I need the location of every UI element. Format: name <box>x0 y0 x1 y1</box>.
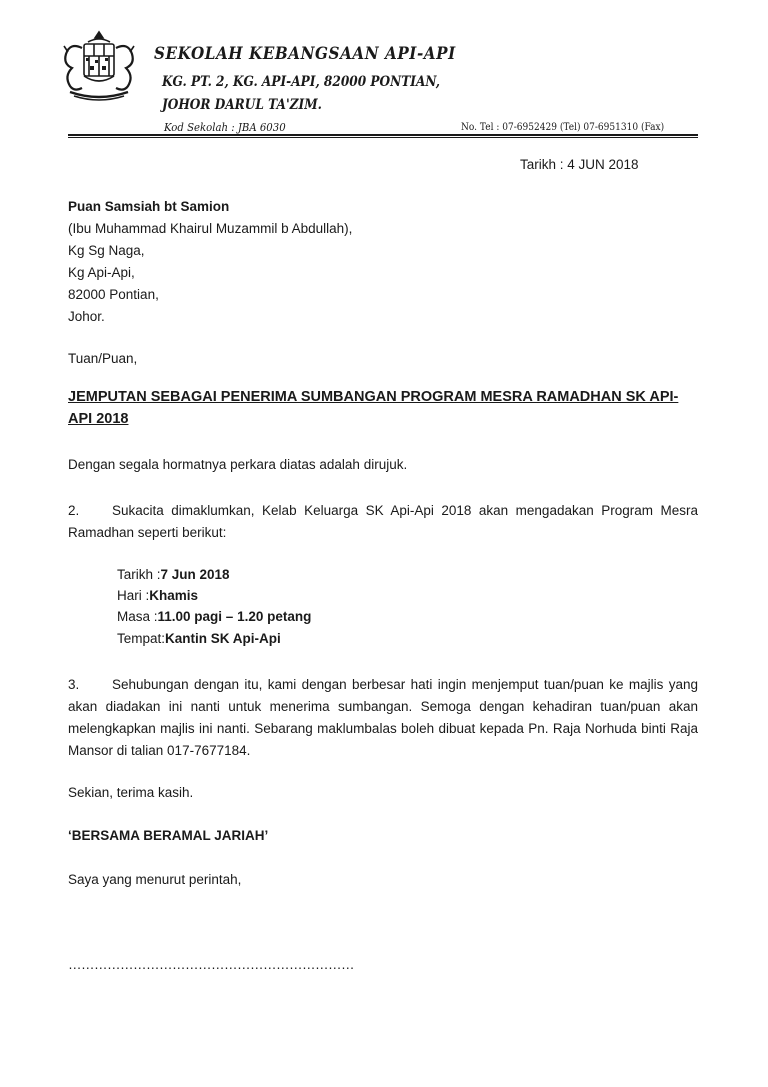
detail-value: 11.00 pagi – 1.20 petang <box>157 609 312 624</box>
letterhead-divider <box>68 134 698 136</box>
detail-value: 7 Jun 2018 <box>160 567 230 582</box>
closing-line: Sekian, terima kasih. <box>68 785 194 800</box>
detail-label: Masa : <box>117 609 158 624</box>
school-contact: No. Tel : 07-6952429 (Tel) 07-6951310 (Fax) <box>461 121 665 133</box>
detail-value: Khamis <box>149 588 199 603</box>
motto: ‘BERSAMA BERAMAL JARIAH’ <box>68 828 269 843</box>
recipient-line: Kg Api-Api, <box>68 265 135 280</box>
letterhead-divider-thin <box>68 137 698 138</box>
signature-line: ………………………………………………………… <box>68 957 354 972</box>
detail-row <box>117 609 311 624</box>
letter-subject: JEMPUTAN SEBAGAI PENERIMA SUMBANGAN PROGRAM MESRA RAMADHAN SK API-API 2018 <box>68 389 679 427</box>
recipient-line: (Ibu Muhammad Khairul Muzammil b Abdullah), <box>68 221 353 236</box>
paragraph-text: Sehubungan dengan itu, kami dengan berbesar hati ingin menjemput tuan/puan ke majlis yang akan diadakan ini nanti untuk menerima sumbangan. Semoga dengan kehadiran tuan/puan akan melengkapkan majlis ini nanti. Sebarang maklumbalas boleh dibuat kepada Pn. Raja Norhuda binti Raja Mansor di talian 017-7677184. <box>68 677 698 758</box>
detail-row <box>117 631 281 646</box>
recipient-name: Puan Samsiah bt Samion <box>68 199 230 214</box>
opening-line: Dengan segala hormatnya perkara diatas adalah dirujuk. <box>68 457 408 472</box>
sign-off: Saya yang menurut perintah, <box>68 872 242 887</box>
paragraph-text: Sukacita dimaklumkan, Kelab Keluarga SK Api-Api 2018 akan mengadakan Program Mesra Ramadhan seperti berikut: <box>68 503 698 540</box>
paragraph-number: 2. <box>68 503 80 518</box>
recipient-line: Kg Sg Naga, <box>68 243 145 258</box>
recipient-line: 82000 Pontian, <box>68 287 159 302</box>
school-address-line1: KG. PT. 2, KG. API-API, 82000 PONTIAN, <box>162 74 440 90</box>
malaysia-crest-icon <box>60 30 138 104</box>
recipient-line: Johor. <box>68 309 105 324</box>
salutation: Tuan/Puan, <box>68 351 138 366</box>
letter-date: Tarikh : 4 JUN 2018 <box>520 157 639 172</box>
school-name: SEKOLAH KEBANGSAAN API-API <box>154 44 456 63</box>
paragraph-3 <box>68 674 698 762</box>
paragraph-2 <box>68 500 698 544</box>
detail-row <box>117 588 198 603</box>
detail-row <box>117 567 230 582</box>
detail-value: Kantin SK Api-Api <box>165 631 281 646</box>
detail-label: Tempat: <box>117 631 166 646</box>
school-address-line2: JOHOR DARUL TA'ZIM. <box>162 97 322 113</box>
detail-label: Hari : <box>117 588 150 603</box>
paragraph-number: 3. <box>68 677 80 692</box>
detail-label: Tarikh : <box>117 567 161 582</box>
school-code: Kod Sekolah : JBA 6030 <box>164 121 286 134</box>
